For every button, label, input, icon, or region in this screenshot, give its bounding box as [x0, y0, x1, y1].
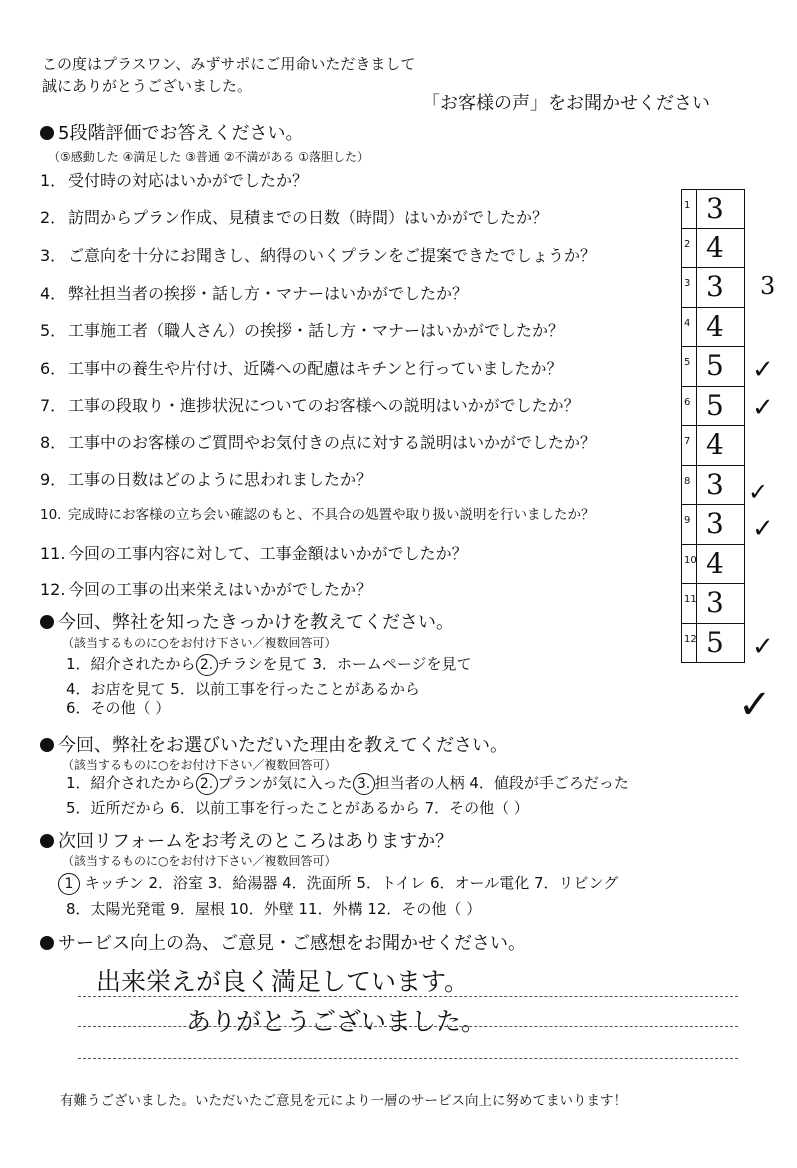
question-12: 12. 今回の工事の出来栄えはいかがでしたか？ [40, 580, 373, 599]
question-6: 6． 工事中の養生や片付け、近隣への配慮はキチンと行っていましたか？ [40, 359, 563, 378]
answer-value: 4 [706, 546, 724, 580]
reason-options-1: 1．紹介されたから 2. プランが気に入った 3. 担当者の人柄 4．値段が手ごろだった [66, 772, 629, 795]
answer-number: 10 [684, 554, 697, 566]
answer-cell-4 [681, 308, 745, 348]
answer-cell-9 [681, 505, 745, 545]
answer-number: 11 [684, 594, 697, 605]
circled-option[interactable]: 1 [58, 873, 80, 895]
answer-number: 9 [684, 515, 691, 526]
answer-value: 5 [706, 388, 724, 422]
answer-number: 5 [684, 357, 691, 368]
answer-value: 4 [706, 230, 724, 264]
answer-cell-8 [681, 466, 745, 506]
question-10: 10. 完成時にお客様の立ち会い確認のもと、不具合の処置や取り扱い説明を行いましたか？ [40, 507, 595, 523]
answer-correction-3: 3 [760, 272, 776, 300]
reason-options-2: 5．近所だから 6．以前工事を行ったことがあるから 7．その他（ ） [66, 799, 529, 817]
bullet-icon [40, 126, 54, 140]
question-11: 11. 今回の工事内容に対して、工事金額はいかがでしたか？ [40, 544, 468, 563]
footer-message: 有難うございました。いただいたご意見を元により一層のサービス向上に努めてまいります！ [60, 1093, 627, 1109]
answer-grid [681, 189, 745, 663]
question-4: 4． 弊社担当者の挨拶・話し方・マナーはいかがでしたか？ [40, 284, 469, 303]
check-mark-icon: ✓ [748, 478, 769, 506]
answer-cell-10 [681, 545, 745, 585]
answer-cell-12 [681, 624, 745, 664]
bullet-icon [40, 738, 54, 752]
answer-cell-1 [681, 189, 745, 229]
rating-scale: （⑤感動した ④満足した ③普通 ②不満がある ①落胆した） [48, 150, 370, 164]
answer-value: 4 [706, 309, 724, 343]
answer-value: 3 [706, 507, 724, 540]
question-7: 7． 工事の段取り・進捗状況についてのお客様への説明はいかがでしたか？ [40, 396, 580, 415]
check-mark-icon: ✓ [752, 393, 774, 423]
answer-value: 3 [706, 192, 724, 225]
answer-value: 4 [706, 428, 724, 461]
know-options-1: 1．紹介されたから 2. チラシを見て 3．ホームページを見て [66, 653, 472, 676]
question-8: 8． 工事中のお客様のご質問やお気付きの点に対する説明はいかがでしたか？ [40, 433, 597, 452]
answer-number: 12 [684, 633, 697, 645]
circled-option[interactable]: 3. [353, 773, 375, 795]
comment-heading: サービス向上の為、ご意見・ご感想をお聞かせください。 [40, 929, 526, 955]
know-note: （該当するものに○をお付け下さい／複数回答可） [62, 636, 337, 650]
handwritten-comment-1: 出来栄えが良く満足しています。 [96, 967, 470, 996]
answer-value: 3 [706, 586, 724, 619]
answer-cell-5 [681, 347, 745, 387]
bullet-icon [40, 615, 54, 629]
check-mark-icon: ✓ [752, 514, 774, 544]
check-mark-icon: ✓ [752, 355, 774, 385]
answer-cell-6 [681, 387, 745, 427]
reason-note: （該当するものに○をお付け下さい／複数回答可） [62, 758, 337, 772]
answer-value: 5 [706, 625, 724, 659]
rating-heading: 5段階評価でお答えください。 [40, 119, 303, 145]
bullet-icon [40, 834, 54, 848]
answer-number: 4 [684, 317, 691, 329]
answer-value: 3 [706, 467, 724, 501]
question-9: 9． 工事の日数はどのように思われましたか？ [40, 470, 373, 489]
circled-option[interactable]: 2. [196, 773, 218, 795]
question-5: 5． 工事施工者（職人さん）の挨拶・話し方・マナーはいかがでしたか？ [40, 321, 565, 340]
reason-heading: 今回、弊社をお選びいただいた理由を教えてください。 [40, 731, 508, 757]
answer-cell-3 [681, 268, 745, 308]
answer-value: 3 [706, 270, 724, 303]
check-mark-icon: ✓ [752, 632, 774, 662]
question-1: 1． 受付時の対応はいかがでしたか？ [40, 171, 309, 190]
answer-cell-11 [681, 584, 745, 624]
answer-number: 2 [684, 238, 691, 250]
reform-note: （該当するものに○をお付け下さい／複数回答可） [62, 854, 337, 868]
answer-number: 1 [684, 200, 691, 211]
answer-cell-2 [681, 229, 745, 269]
answer-cell-7 [681, 426, 745, 466]
question-3: 3． ご意向を十分にお聞きし、納得のいくプランをご提案できたでしょうか？ [40, 246, 597, 265]
comment-line [78, 1058, 738, 1059]
reform-options-1: 1 キッチン 2．浴室 3．給湯器 4．洗面所 5．トイレ 6．オール電化 7．リビング [58, 872, 618, 895]
answer-number: 6 [684, 396, 691, 408]
know-options-2: 4．お店を見て 5．以前工事を行ったことがあるから [66, 680, 420, 698]
know-options-3: 6．その他（ ） [66, 699, 171, 717]
answer-number: 8 [684, 475, 691, 487]
reform-heading: 次回リフォームをお考えのところはありますか？ [40, 827, 453, 853]
handwritten-comment-2: ありがとうございました。 [186, 1007, 487, 1036]
answer-number: 7 [684, 436, 691, 447]
intro-line-1: この度はプラスワン、みずサポにご用命いただきまして [42, 55, 416, 73]
comment-line [78, 996, 738, 997]
know-heading: 今回、弊社を知ったきっかけを教えてください。 [40, 608, 454, 634]
page-title: 「お客様の声」をお聞かせください [422, 93, 710, 114]
answer-value: 5 [706, 349, 724, 382]
check-mark-icon: ✓ [738, 682, 772, 728]
comment-line [78, 1026, 738, 1027]
reform-options-2: 8．太陽光発電 9．屋根 10．外壁 11．外構 12．その他（ ） [66, 900, 482, 918]
answer-number: 3 [684, 278, 691, 289]
circled-option[interactable]: 2. [196, 654, 218, 676]
question-2: 2． 訪問からプラン作成、見積までの日数（時間）はいかがでしたか？ [40, 208, 549, 227]
bullet-icon [40, 936, 54, 950]
intro-line-2: 誠にありがとうございました。 [42, 77, 253, 95]
